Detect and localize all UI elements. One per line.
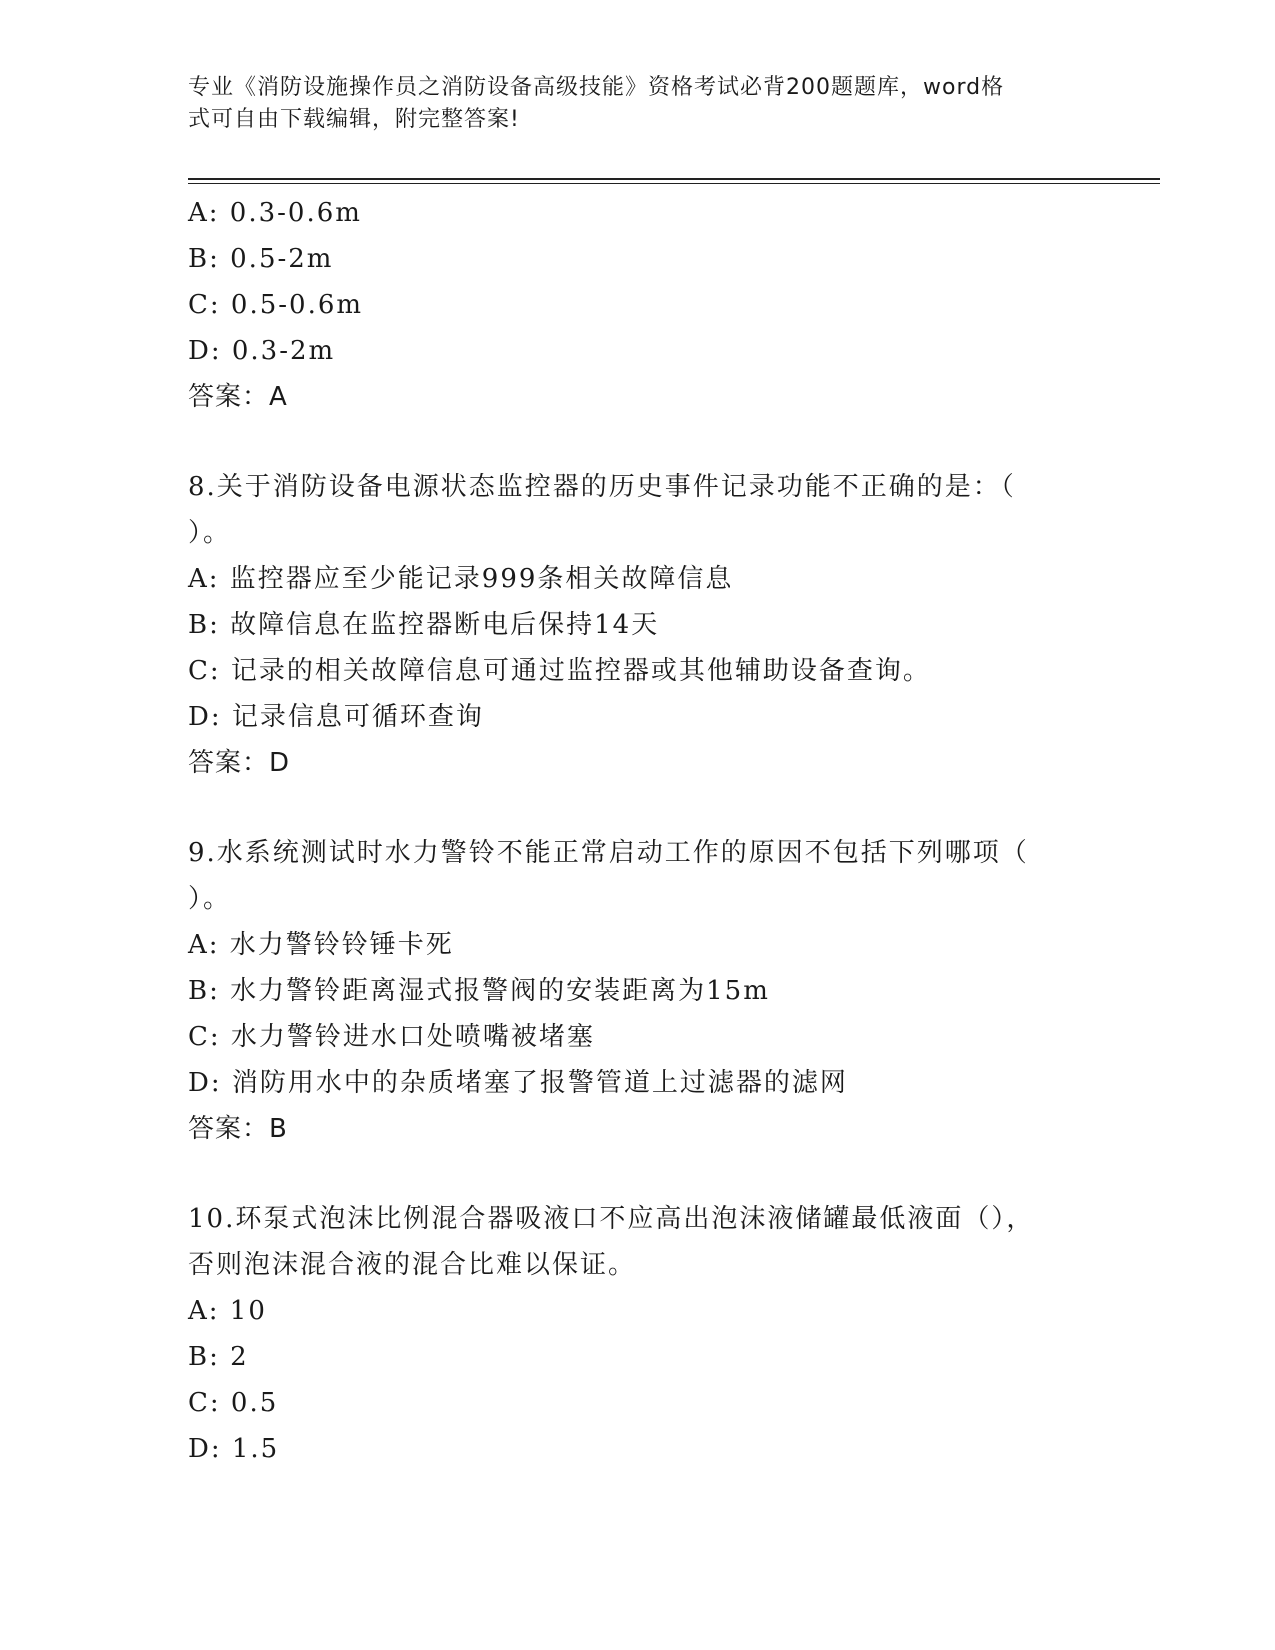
question-list — [188, 190, 1088, 1472]
answer: 答案：B — [188, 1114, 288, 1144]
option-a: A: 0.3-0.6m — [188, 198, 362, 228]
option-d: D: 记录信息可循环查询 — [188, 702, 484, 732]
question-text-line-1: 9.水系统测试时水力警铃不能正常启动工作的原因不包括下列哪项（ — [188, 838, 1029, 868]
option-d: D: 0.3-2m — [188, 336, 336, 366]
option-b: B: 2 — [188, 1342, 249, 1372]
option-c: C: 记录的相关故障信息可通过监控器或其他辅助设备查询。 — [188, 656, 931, 686]
question-text-line-1: 8.关于消防设备电源状态监控器的历史事件记录功能不正确的是：（ — [188, 472, 1016, 502]
option-a: A: 水力警铃铃锤卡死 — [188, 930, 454, 960]
question-8 — [188, 464, 1088, 786]
question-9 — [188, 830, 1088, 1152]
question-10 — [188, 1196, 1088, 1472]
option-c: C: 0.5 — [188, 1388, 279, 1418]
option-b: B: 水力警铃距离湿式报警阀的安装距离为15m — [188, 976, 770, 1006]
header-line-1: 专业《消防设施操作员之消防设备高级技能》资格考试必背200题题库，word格 — [188, 75, 1005, 100]
question-text-line-2: 否则泡沫混合液的混合比难以保证。 — [188, 1250, 637, 1280]
option-d: D: 1.5 — [188, 1434, 280, 1464]
option-a: A: 监控器应至少能记录999条相关故障信息 — [188, 564, 734, 594]
option-c: C: 0.5-0.6m — [188, 290, 364, 320]
answer: 答案：D — [188, 748, 291, 778]
header-divider-thick — [188, 178, 1160, 180]
question-text-line-2: ）。 — [188, 518, 232, 548]
question-7 — [188, 190, 1088, 420]
option-a: A: 10 — [188, 1296, 267, 1326]
document-header — [188, 72, 1068, 136]
answer: 答案：A — [188, 382, 288, 412]
option-b: B: 故障信息在监控器断电后保持14天 — [188, 610, 660, 640]
header-divider-thin — [188, 183, 1160, 184]
option-d: D: 消防用水中的杂质堵塞了报警管道上过滤器的滤网 — [188, 1068, 848, 1098]
header-line-2: 式可自由下载编辑，附完整答案! — [188, 107, 520, 132]
option-c: C: 水力警铃进水口处喷嘴被堵塞 — [188, 1022, 595, 1052]
question-text-line-2: ）。 — [188, 884, 232, 914]
question-text-line-1: 10.环泵式泡沫比例混合器吸液口不应高出泡沫液储罐最低液面（）， — [188, 1204, 1035, 1234]
option-b: B: 0.5-2m — [188, 244, 334, 274]
